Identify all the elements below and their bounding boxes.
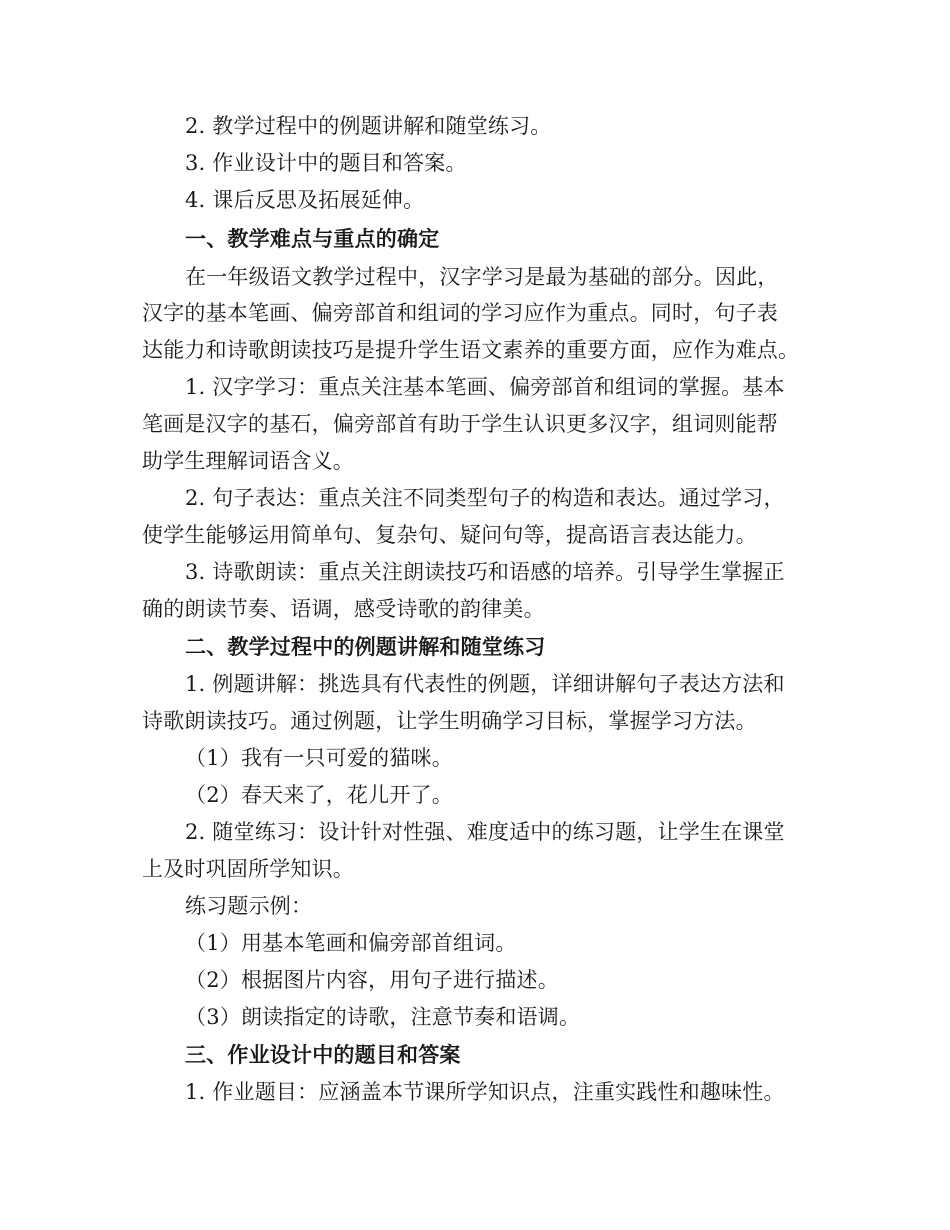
paragraph-line: 2. 随堂练习：设计针对性强、难度适中的练习题，让学生在课堂	[185, 820, 785, 844]
section-heading: 一、教学难点与重点的确定	[185, 226, 440, 251]
paragraph-line: 1. 汉字学习：重点关注基本笔画、偏旁部首和组词的掌握。基本	[185, 375, 785, 399]
list-item: 4. 课后反思及拓展延伸。	[185, 188, 425, 212]
paragraph-line: 诗歌朗读技巧。通过例题，让学生明确学习目标，掌握学习方法。	[142, 709, 757, 733]
paragraph-line: 汉字的基本笔画、偏旁部首和组词的学习应作为重点。同时，句子表	[142, 301, 778, 325]
paragraph-line: 上及时巩固所学知识。	[142, 857, 354, 881]
paragraph-line: 笔画是汉字的基石，偏旁部首有助于学生认识更多汉字，组词则能帮	[142, 412, 778, 436]
example-item: （1）我有一只可爱的猫咪。	[185, 746, 453, 770]
list-item: 3. 作业设计中的题目和答案。	[185, 151, 467, 175]
list-item: 2. 教学过程中的例题讲解和随堂练习。	[185, 114, 552, 138]
paragraph-line: 助学生理解词语含义。	[142, 449, 354, 473]
paragraph-line: 练习题示例：	[185, 894, 313, 918]
exercise-item: （2）根据图片内容，用句子进行描述。	[185, 968, 559, 992]
paragraph-line: 在一年级语文教学过程中，汉字学习是最为基础的部分。因此，	[185, 265, 779, 289]
exercise-item: （3）朗读指定的诗歌，注意节奏和语调。	[185, 1005, 581, 1029]
example-item: （2）春天来了，花儿开了。	[185, 783, 453, 807]
paragraph-line: 3. 诗歌朗读：重点关注朗读技巧和语感的培养。引导学生掌握正	[185, 560, 785, 584]
paragraph-line: 2. 句子表达：重点关注不同类型句子的构造和表达。通过学习，	[185, 486, 785, 510]
section-heading: 二、教学过程中的例题讲解和随堂练习	[185, 634, 546, 659]
paragraph-line: 确的朗读节奏、语调，感受诗歌的韵律美。	[142, 597, 545, 621]
paragraph-line: 达能力和诗歌朗读技巧是提升学生语文素养的重要方面，应作为难点。	[142, 338, 800, 362]
exercise-item: （1）用基本笔画和偏旁部首组词。	[185, 931, 517, 955]
paragraph-line: 使学生能够运用简单句、复杂句、疑问句等，提高语言表达能力。	[142, 523, 757, 547]
paragraph-line: 1. 例题讲解：挑选具有代表性的例题，详细讲解句子表达方法和	[185, 672, 785, 696]
paragraph-line: 1. 作业题目：应涵盖本节课所学知识点，注重实践性和趣味性。	[185, 1080, 785, 1104]
section-heading: 三、作业设计中的题目和答案	[185, 1042, 461, 1067]
